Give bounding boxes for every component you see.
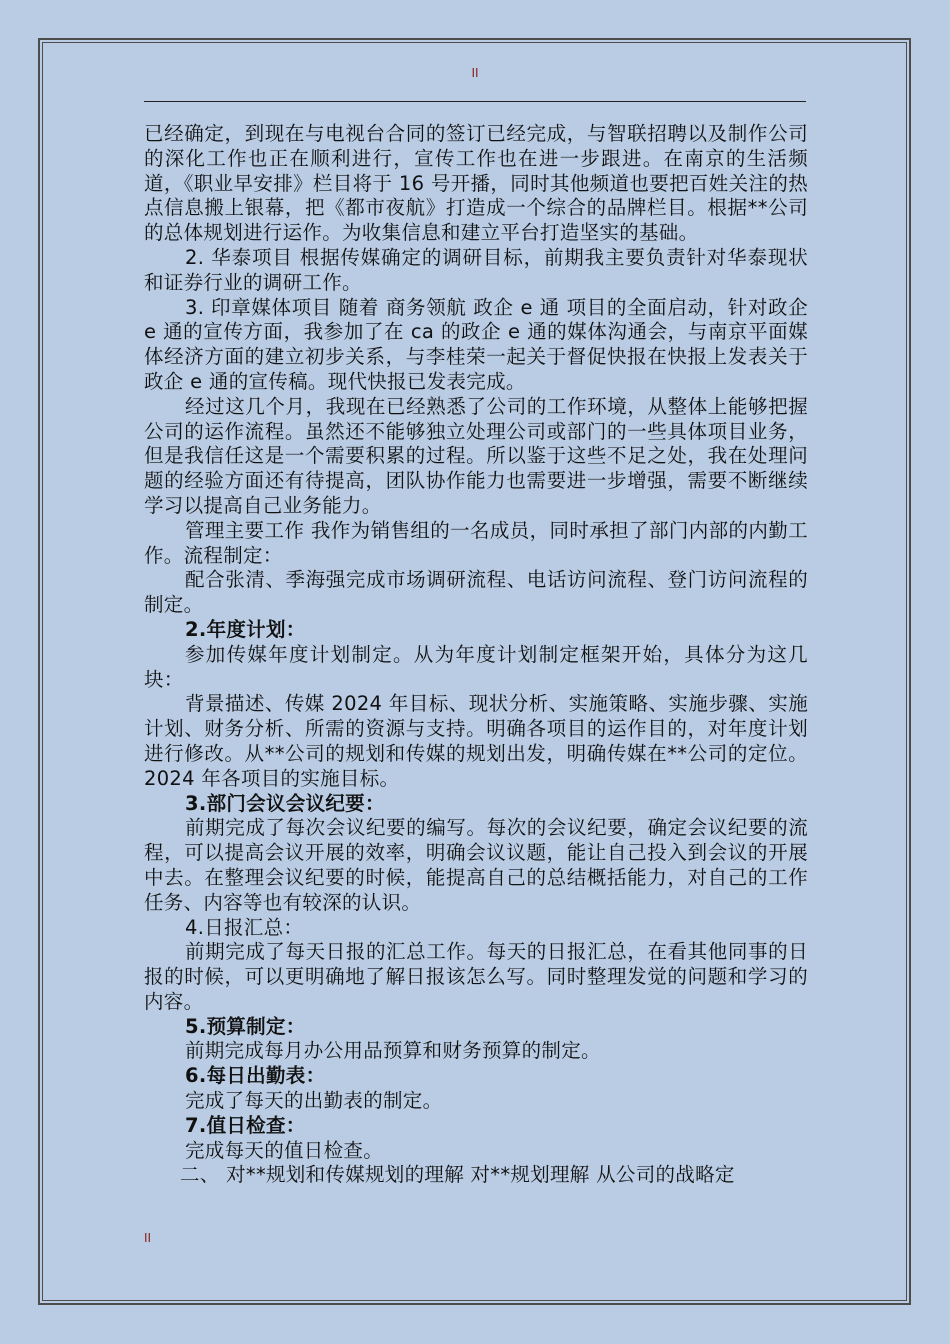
paragraph-daily-report: 前期完成了每天日报的汇总工作。每天的日报汇总，在看其他同事的日报的时候，可以更明确地了解日报该怎么写。同时整理发觉的问题和学习的内容。	[144, 940, 808, 1013]
heading-duty-check: 7.值日检查：	[185, 1113, 306, 1137]
paragraph-annual-plan: 参加传媒年度计划制定。从为年度计划制定框架开始，具体分为这几块：	[144, 642, 808, 691]
heading-annual-plan: 2.年度计划：	[185, 617, 306, 641]
heading-daily-report: 4.日报汇总：	[185, 915, 304, 939]
footer-page-mark: II	[144, 1231, 152, 1245]
paragraph-management-work: 管理主要工作 我作为销售组的一名成员，同时承担了部门内部的内勤工作。流程制定：	[144, 518, 808, 567]
paragraph-attendance: 完成了每天的出勤表的制定。	[185, 1089, 443, 1113]
section-two-heading: 二、 对**规划和传媒规划的理解 对**规划理解 从公司的战略定	[180, 1163, 735, 1187]
paragraph-annual-plan-detail: 背景描述、传媒 2024 年目标、现状分析、实施策略、实施步骤、实施计划、财务分析、所需的资源与支持。明确各项目的运作目的，对年度计划进行修改。从**公司的规划和传媒的规划出发，明确传媒在**公司的定位。2024 年各项目的实施目标。	[144, 692, 808, 790]
header-divider	[144, 101, 806, 102]
paragraph-reflection: 经过这几个月，我现在已经熟悉了公司的工作环境，从整体上能够把握公司的运作流程。虽然还不能够独立处理公司或部门的一些具体项目业务，但是我信任这是一个需要积累的过程。所以鉴于这些不足之处，我在处理问题的经验方面还有待提高，团队协作能力也需要进一步增强，需要不断继续学习以提高自己业务能力。	[144, 394, 808, 517]
paragraph-seal-media-project: 3. 印章媒体项目 随着 商务领航 政企 e 通 项目的全面启动，针对政企 e 通的宣传方面，我参加了在 ca 的政企 e 通的媒体沟通会，与南京平面媒体经济方面的建立初步关系，与李桂荣一起关于督促快报在快报上发表关于政企 e 通的宣传稿。现代快报已发表完成。	[144, 295, 808, 393]
paragraph-intro: 已经确定，到现在与电视台合同的签订已经完成，与智联招聘以及制作公司的深化工作也正在顺利进行，宣传工作也在进一步跟进。在南京的生活频道，《职业早安排》栏目将于 16 号开播，同时其他频道也要把百姓关注的热点信息搬上银幕，把《都市夜航》打造成一个综合的品牌栏目。根据**公司的总体规划进行运作。为收集信息和建立平台打造坚实的基础。	[144, 122, 808, 245]
document-body	[144, 122, 808, 1188]
paragraph-meeting-minutes: 前期完成了每次会议纪要的编写。每次的会议纪要，确定会议纪要的流程，可以提高会议开展的效率，明确会议议题，能让自己投入到会议的开展中去。在整理会议纪要的时候，能提高自己的总结概括能力，对自己的工作任务、内容等也有较深的认识。	[144, 816, 808, 914]
heading-meeting-minutes: 3.部门会议会议纪要：	[185, 791, 385, 815]
paragraph-process-design: 配合张清、季海强完成市场调研流程、电话访问流程、登门访问流程的制定。	[144, 568, 808, 617]
paragraph-duty-check: 完成每天的值日检查。	[185, 1138, 384, 1162]
paragraph-huatai-project: 2. 华泰项目 根据传媒确定的调研目标，前期我主要负责针对华泰现状和证券行业的调研工作。	[144, 245, 808, 294]
header-page-mark: II	[471, 66, 479, 80]
heading-budget: 5.预算制定：	[185, 1014, 306, 1038]
paragraph-budget: 前期完成每月办公用品预算和财务预算的制定。	[185, 1039, 601, 1063]
heading-attendance: 6.每日出勤表：	[185, 1064, 326, 1088]
